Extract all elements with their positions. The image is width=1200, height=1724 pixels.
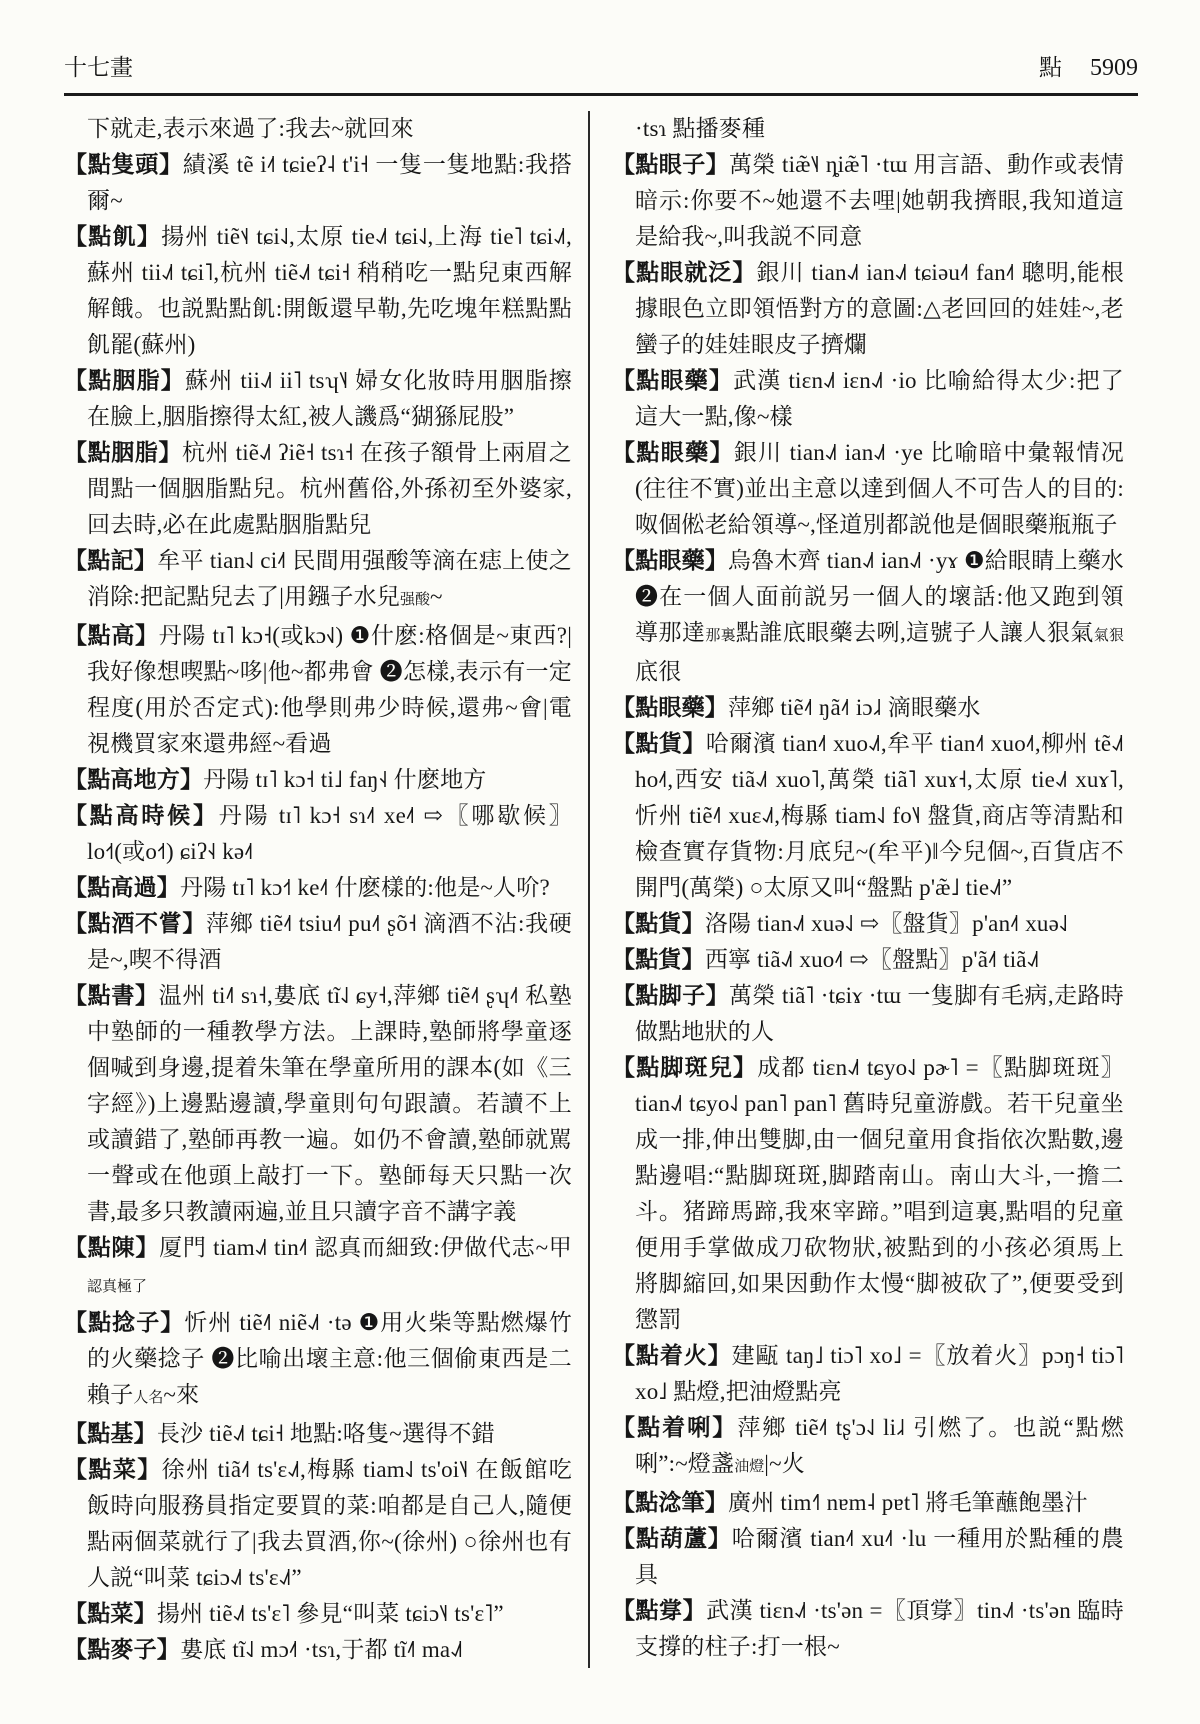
dictionary-entry <box>64 798 572 870</box>
entry-text: 丹陽 tɪ˥ kɔ˧˦ ke˨˦ 什麽樣的:他是~人吤? <box>180 875 550 900</box>
entry-headword: 【點陳】 <box>64 1235 160 1260</box>
entry-headword: 【點麥子】 <box>64 1637 180 1662</box>
inline-gloss: 人名 <box>133 1390 164 1406</box>
entry-headword: 【點菜】 <box>64 1601 157 1626</box>
column-right <box>588 111 1124 1668</box>
entry-headword: 【點眼藥】 <box>612 368 734 393</box>
entry-headword: 【點眼藥】 <box>612 548 729 573</box>
entry-text: 哈爾濱 tian˨˦ xuo˨˩˦,牟平 tian˨˦ xuo˨˦,柳州 tẽ˨˩˦ ho˨˦,西安 tiã˨˩˦ xuo˥,萬榮 tiã˥ xuɤ˧,太原 tie˨˩˦ xuɤ˥,忻州 tiẽ˨˥ xuɛ˨˩˦,梅縣 tiam˨˩ fo˥˨ 盤貨,商店等清點和檢查實存貨物:月底兒~(牟平)‖今兒個~,百貨店不開門(萬榮) ○太原又叫“盤點 p'æ̃˩ tie˨˩˦” <box>635 731 1124 900</box>
entry-text: 底很 <box>635 659 682 684</box>
entry-text: 婁底 tĩ˨˩ mɔ˨˦ ·tsɿ,于都 tĩ˨˥ ma˨˩˦ <box>180 1637 464 1662</box>
entry-headword: 【點貨】 <box>612 911 705 936</box>
entry-text: 温州 ti˨˥ sɿ˧,婁底 tĩ˨˩ ɕy˧,萍鄉 tiẽ˨˦ ʂʮ˨˦ 私塾中塾師的一種教學方法。上課時,塾師將學童逐個喊到身邊,提着朱筆在學童所用的課本(如《三字經》)上邊點邊讀,學童則句句跟讀。若讀不上或讀錯了,塾師再教一遍。如仍不會讀,塾師就駡一聲或在他頭上敲打一下。塾師每天只點一次書,最多只教讀兩遍,並且只讀字音不講字義 <box>87 983 572 1224</box>
entry-headword: 【點高時候】 <box>64 803 219 828</box>
entry-text: 哈爾濱 tian˨˦ xu˨˦ ·lu 一種用於點種的農具 <box>635 1526 1125 1587</box>
entry-text: 西寧 tiã˨˩˦ xuo˨˦ ⇨〖盤點〗p'ã˨˦ tiã˨˩˦ <box>704 947 1040 972</box>
entry-text: 揚州 tiẽ˦˨ tɕi˨˩,太原 tie˨˩˦ tɕi˨˩,上海 tie˥ tɕi˨˩˦,蘇州 tii˨˩˦ tɕi˥,杭州 tiẽ˨˩˦ tɕi˧ 稍稍吃一點兒東西解解餓。也説點點飢:開飯還早勒,先吃塊年糕點點飢罷(蘇州) <box>87 224 572 357</box>
entry-headword: 【點高地方】 <box>64 767 204 792</box>
header-rule <box>64 93 1138 96</box>
entry-text: 徐州 tiã˨˦ ts'ɛ˨˩˦,梅縣 tiam˨˩ ts'oi˥˨ 在飯館吃飯時向服務員指定要買的菜:咱都是自己人,隨便點兩個菜就行了|我去買酒,你~(徐州) ○徐州也有人説“叫菜 tɕiɔ˨˩˦ ts'ɛ˨˩˦” <box>87 1457 572 1590</box>
page-number: 5909 <box>1090 55 1138 81</box>
dictionary-entry <box>64 1416 572 1452</box>
entry-headword: 【點高過】 <box>64 875 180 900</box>
entry-headword: 【點眼藥】 <box>612 695 728 720</box>
dictionary-entry <box>612 1050 1124 1338</box>
entry-headword: 【點隻頭】 <box>64 152 183 177</box>
dictionary-entry <box>612 1593 1124 1665</box>
entry-headword: 【點菜】 <box>64 1457 162 1482</box>
continued-text <box>64 111 572 147</box>
entry-text: 丹陽 tɪ˥ kɔ˧ sɿ˨˦ xe˨˦ ⇨〖哪歇候〗lo˧˦(或o˧˦) ɕiʔ˧˨ kə˨˦ <box>87 803 572 864</box>
entry-headword: 【點牚】 <box>612 1598 707 1623</box>
entry-text: ·tsɿ 點播麥種 <box>635 116 766 141</box>
entry-text: 烏魯木齊 tian˨˩˦ ian˨˩˦ ·yɤ ❶給眼睛上藥水 ❷在一個人面前説另一個人的壞話:他又跑到領導那達 <box>635 548 1125 645</box>
entry-text: 萬榮 tiæ̃˥˨ ȵiæ̃˥ ·tɯ 用言語、動作或表情暗示:你要不~她還不去哩|她朝我擠眼,我知道這是給我~,叫我説不同意 <box>635 152 1124 249</box>
inline-gloss: 强酸 <box>400 592 431 608</box>
entry-headword: 【點捻子】 <box>64 1310 185 1335</box>
entry-headword: 【點貨】 <box>612 731 706 756</box>
entry-headword: 【點葫蘆】 <box>612 1526 732 1551</box>
dictionary-entry <box>64 1230 572 1305</box>
entry-text: 萍鄉 tiẽ˨˦ ŋã˨˦ iɔ˩˨ 滴眼藥水 <box>728 695 981 720</box>
entry-text: 下就走,表示來過了:我去~就回來 <box>87 116 414 141</box>
dictionary-entry <box>64 870 572 906</box>
entry-text: 牟平 tian˨˩ ci˨˦ 民間用强酸等滴在痣上使之消除:把記點兒去了|用鏹子水兒 <box>87 548 572 609</box>
section-title: 十七畫 <box>64 55 133 80</box>
entry-headword: 【點眼藥】 <box>612 440 734 465</box>
dictionary-entry <box>612 726 1124 906</box>
entry-headword: 【點胭脂】 <box>64 368 186 393</box>
header-entry-char: 點 <box>1039 55 1062 80</box>
page-header <box>64 54 1138 82</box>
inline-gloss: 那裏 <box>705 628 736 644</box>
entry-headword: 【點淰筆】 <box>612 1490 728 1515</box>
entry-text: 洛陽 tian˨˩˦ xuə˨˩ ⇨〖盤貨〗p'an˨˦ xuə˨˩ <box>704 911 1069 936</box>
dictionary-entry <box>64 1632 572 1668</box>
dictionary-entry <box>64 1452 572 1596</box>
dictionary-entry <box>612 1338 1124 1410</box>
entry-text: 蘇州 tii˨˩˦ ii˥ tsʮ˥˨ 婦女化妝時用胭脂擦在臉上,胭脂擦得太紅,被人譏爲“猢猻屁股” <box>87 368 572 429</box>
dictionary-entry <box>612 255 1124 363</box>
dictionary-entry <box>612 690 1124 726</box>
dictionary-entry <box>64 543 572 618</box>
entry-headword: 【點記】 <box>64 548 158 573</box>
entry-headword: 【點高】 <box>64 623 159 648</box>
dictionary-entry <box>64 1305 572 1416</box>
entry-headword: 【點脚斑兒】 <box>612 1055 758 1080</box>
entry-headword: 【點酒不嘗】 <box>64 911 207 936</box>
entry-headword: 【點脚子】 <box>612 983 730 1008</box>
entry-headword: 【點眼子】 <box>612 152 730 177</box>
entry-text: 點誰底眼藥去咧,這號子人讓人狠氣 <box>735 620 1094 645</box>
entry-headword: 【點着火】 <box>612 1343 732 1368</box>
dictionary-entry <box>612 147 1124 255</box>
dictionary-entry <box>64 1596 572 1632</box>
entry-text: 武漢 tiɛn˨˩˦ iɛn˨˩˦ ·io 比喻給得太少:把了這大一點,像~樣 <box>635 368 1125 429</box>
entry-text: 厦門 tiam˨˩˦ tin˨˦ 認真而細致:伊做代志~甲 <box>159 1235 572 1260</box>
entry-text: ~ <box>430 584 443 609</box>
dictionary-entry <box>612 942 1124 978</box>
entry-text: 丹陽 tɪ˥ kɔ˧ ti˩ faŋ˧˨ 什麽地方 <box>203 767 487 792</box>
entry-text: 丹陽 tɪ˥ kɔ˧(或kɔ˧˩) ❶什麽:格個是~東西?|我好像想喫點~哆|他~都弗會 ❷怎樣,表示有一定程度(用於否定式):他學則弗少時候,還弗~會|電視機買家來還弗經~看過 <box>87 623 572 756</box>
dictionary-entry <box>612 1521 1124 1593</box>
dictionary-entry <box>64 435 572 543</box>
entry-headword: 【點書】 <box>64 983 159 1008</box>
entry-text: 成都 tiɛn˨˩˦ tɕyo˨˩ pɚ˥ =〖點脚斑斑〗tian˨˩˦ tɕyo˨˩ pan˥ pan˥ 舊時兒童游戲。若干兒童坐成一排,伸出雙脚,由一個兒童用食指依次點數,邊點邊唱:“點脚斑斑,脚踏南山。南山大斗,一擔二斗。猪蹄馬蹄,我來宰蹄。”唱到這裏,點唱的兒童便用手掌做成刀砍物狀,被點到的小孩必須馬上將脚縮回,如果因動作太慢“脚被砍了”,便要受到懲罰 <box>635 1055 1125 1332</box>
dictionary-entry <box>64 618 572 762</box>
dictionary-entry <box>612 1485 1124 1521</box>
column-left <box>64 111 588 1668</box>
entry-text: 績溪 tẽ i˨˦ tɕieʔ˨ t'i˧ 一隻一隻地點:我搭爾~ <box>87 152 572 213</box>
entry-text: |~火 <box>764 1451 805 1476</box>
dictionary-entry <box>64 978 572 1230</box>
inline-gloss: 油燈 <box>734 1459 765 1475</box>
dictionary-entry <box>612 543 1124 690</box>
header-right <box>1039 54 1138 82</box>
entry-headword: 【點胭脂】 <box>64 440 183 465</box>
entry-text: 忻州 tiẽ˨˥ niẽ˨˩˦ ·tə ❶用火柴等點燃爆竹的火藥捻子 ❷比喻出壞主意:他三個偷東西是二賴子 <box>87 1310 572 1407</box>
text-columns <box>64 111 1138 1668</box>
entry-text: 銀川 tian˨˩˦ ian˨˩˦ tɕiəu˨˦ fan˨˦ 聰明,能根據眼色立即領悟對方的意圖:△老回回的娃娃~,老蠻子的娃娃眼皮子擠爛 <box>635 260 1124 357</box>
entry-headword: 【點飢】 <box>64 224 162 249</box>
dictionary-entry <box>64 363 572 435</box>
entry-text: 廣州 tim˧˥ nɐm˨ pɐt˥ 將毛筆蘸飽墨汁 <box>728 1490 1088 1515</box>
entry-text: 萬榮 tiã˥ ·tɕiɤ ·tɯ 一隻脚有毛病,走路時做點地狀的人 <box>635 983 1124 1044</box>
entry-text: 長沙 tiẽ˨˩˦ tɕi˧ 地點:咯隻~選得不錯 <box>156 1421 495 1446</box>
entry-text: 杭州 tiẽ˨˩˦ ʔiẽ˧ tsɿ˧ 在孩子額骨上兩眉之間點一個胭脂點兒。杭州舊俗,外孫初至外婆家,回去時,必在此處點胭脂點兒 <box>87 440 572 537</box>
inline-gloss: 氣狠 <box>1093 628 1124 644</box>
continued-text <box>612 111 1124 147</box>
inline-gloss: 認真極了 <box>87 1279 148 1295</box>
entry-headword: 【點眼就泛】 <box>612 260 757 285</box>
dictionary-entry <box>64 147 572 219</box>
entry-text: 萍鄉 tiẽ˨˦ tʂ'ɔ˨˩ li˩˨ 引燃了。也説“點燃唎”:~燈盞 <box>635 1415 1124 1476</box>
entry-text: 揚州 tiẽ˨˩˦ ts'ɛ˥ 參見“叫菜 tɕiɔ˥˨ ts'ɛ˥” <box>156 1601 504 1626</box>
dictionary-entry <box>64 762 572 798</box>
dictionary-entry <box>612 435 1124 543</box>
entry-text: 建甌 taŋ˩ tiɔ˥ xo˩ =〖放着火〗pɔŋ˧ tiɔ˥ xo˩ 點燈,把油燈點亮 <box>635 1343 1124 1404</box>
entry-text: 銀川 tian˨˩˦ ian˨˩˦ ·ye 比喻暗中彙報情况(往往不實)並出主意以達到個人不可告人的目的:呶個倯老給領導~,怪道別都説他是個眼藥瓶瓶子 <box>635 440 1125 537</box>
dictionary-entry <box>612 1410 1124 1485</box>
entry-headword: 【點基】 <box>64 1421 157 1446</box>
entry-headword: 【點着唎】 <box>612 1415 738 1440</box>
dictionary-entry <box>64 219 572 363</box>
entry-text: 武漢 tiɛn˨˩˦ ·ts'ən =〖頂牚〗tin˨˩˦ ·ts'ən 臨時支撐的柱子:打一根~ <box>635 1598 1124 1659</box>
entry-headword: 【點貨】 <box>612 947 705 972</box>
dictionary-entry <box>612 906 1124 942</box>
entry-text: ~來 <box>163 1382 200 1407</box>
dictionary-entry <box>612 363 1124 435</box>
dictionary-entry <box>64 906 572 978</box>
dictionary-entry <box>612 978 1124 1050</box>
entry-text: 萍鄉 tiẽ˨˦ tsiu˨˦ pu˨˦ ʂõ˧ 滴酒不沾:我硬是~,喫不得酒 <box>87 911 572 972</box>
